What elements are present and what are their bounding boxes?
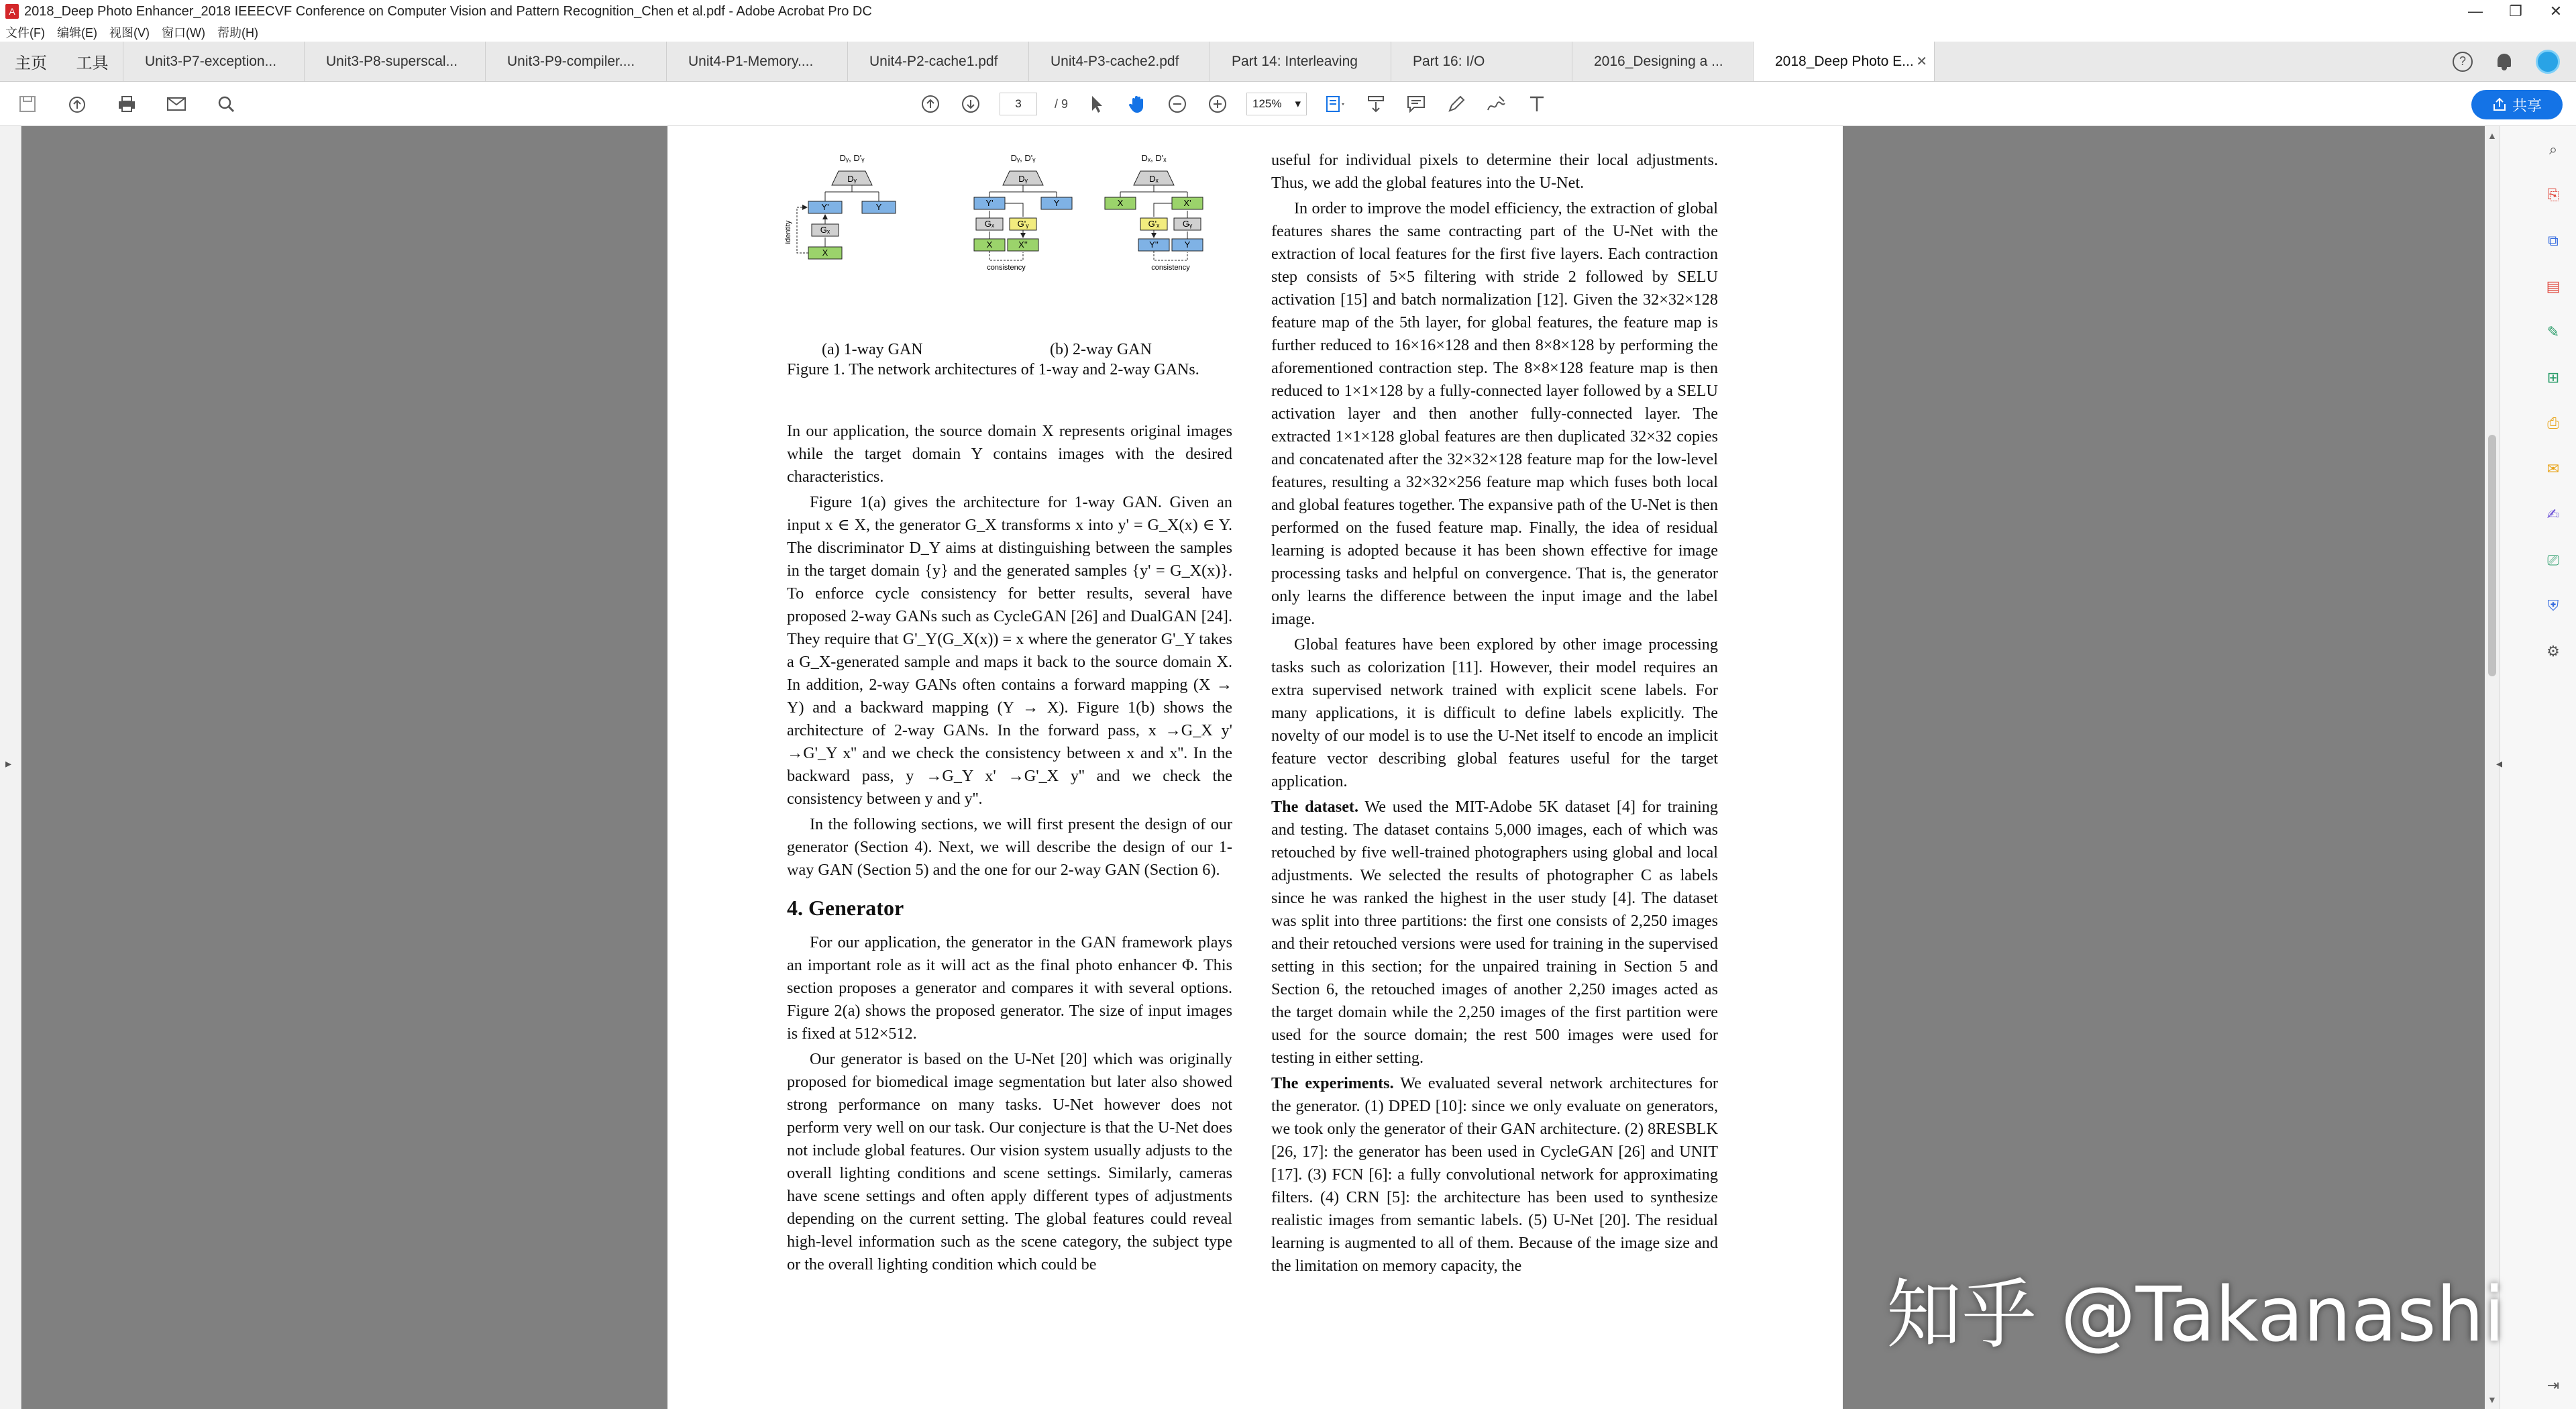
- menu-file[interactable]: 文件(F): [5, 26, 45, 40]
- print-production-icon[interactable]: ⎚: [2547, 552, 2559, 568]
- text-tool-icon[interactable]: [1525, 93, 1548, 115]
- fig-a-identity-label: identity: [784, 220, 792, 244]
- fig-b2-label: Gᵧ: [1182, 219, 1193, 229]
- sign-icon[interactable]: [1485, 93, 1508, 115]
- menu-window[interactable]: 窗口(W): [161, 26, 205, 40]
- scroll-mode-icon[interactable]: [1364, 93, 1387, 115]
- paragraph: Global features have been explored by other image processing tasks such as colorization [11]. However, their model requires an extra supervised network trained with explicit scene labels. For many applications, it is difficult to define labels explicitly. The novelty of our model is to use the U-Net itself to encode an implicit feature vector describing global features useful for the target application.: [1271, 635, 1718, 790]
- expand-left-panel-icon[interactable]: ▸: [5, 757, 12, 770]
- acrobat-icon: A: [5, 4, 19, 19]
- upload-cloud-icon[interactable]: [66, 93, 89, 115]
- figure-1-network-diagram: [778, 153, 1234, 321]
- fig-b2-label: Y: [1184, 240, 1191, 250]
- export-pdf-icon[interactable]: ⎘: [2547, 187, 2559, 203]
- menu-help[interactable]: 帮助(H): [217, 26, 258, 40]
- save-icon[interactable]: [16, 93, 39, 115]
- tab-tools[interactable]: 工具: [62, 42, 123, 81]
- doc-tab-label: Unit3-P8-superscal...: [326, 53, 458, 69]
- fig-b1-disc-label: Dᵧ: [1018, 174, 1028, 184]
- zoom-search-icon[interactable]: ⌕: [2548, 141, 2558, 158]
- fig-b2-label: X: [1117, 198, 1124, 208]
- chevron-down-icon: ▾: [1295, 97, 1301, 110]
- doc-tab[interactable]: [123, 42, 305, 81]
- figure-1a-caption: (a) 1-way GAN: [822, 341, 923, 358]
- highlight-pen-icon[interactable]: [1445, 93, 1468, 115]
- left-column: [787, 420, 1232, 1279]
- window-title: 2018_Deep Photo Enhancer_2018 IEEECVF Conference on Computer Vision and Pattern Recognition_Chen et al.pdf - Adobe Acrobat Pro DC: [24, 3, 872, 19]
- scroll-down-icon[interactable]: ▼: [2487, 1394, 2497, 1405]
- share-icon: [2492, 97, 2507, 112]
- minimize-button[interactable]: —: [2468, 3, 2483, 19]
- paragraph: For our application, the generator in the GAN framework plays an important role as it will act as the final photo enhancer Φ. This section proposes a generator and compares it with several options. Figure 2(a) shows the proposed generator. The size of input images is fixed at 512×512.: [787, 933, 1232, 1043]
- fig-b1-label: X: [986, 240, 993, 250]
- fig-b1-label: Gₓ: [984, 219, 995, 229]
- fig-b1-label: G'ᵧ: [1017, 219, 1029, 229]
- menu-edit[interactable]: 编辑(E): [56, 26, 97, 40]
- doc-tab-active[interactable]: [1754, 42, 1935, 81]
- fig-a-disc-title: Dᵧ, D'ᵧ: [839, 153, 865, 163]
- page-down-icon[interactable]: [959, 93, 982, 115]
- combine-files-icon[interactable]: ⊞: [2546, 369, 2560, 386]
- notification-bell-icon[interactable]: [2496, 52, 2513, 71]
- fig-b1-label: Y: [1053, 198, 1060, 208]
- fig-b1-consistency-label: consistency: [987, 264, 1026, 272]
- edit-pdf-icon[interactable]: ✎: [2546, 323, 2560, 340]
- fig-b2-disc-label: Dₓ: [1149, 174, 1159, 184]
- paragraph: [1271, 1072, 1718, 1277]
- doc-tab[interactable]: [1029, 42, 1210, 81]
- doc-tab-label: Unit3-P7-exception...: [145, 53, 277, 69]
- figure-1-caption: Figure 1. The network architectures of 1-way and 2-way GANs.: [787, 361, 1199, 378]
- fig-b2-consistency-label: consistency: [1151, 264, 1190, 272]
- doc-tab-label: Part 14: Interleaving: [1232, 53, 1358, 69]
- zoom-level-value: 125%: [1252, 97, 1282, 110]
- paragraph: In our application, the source domain X represents original images while the target domain Y contains images with the desired characteristics.: [787, 422, 1232, 486]
- doc-tab-label: Unit4-P1-Memory....: [688, 53, 814, 69]
- doc-tab[interactable]: [667, 42, 848, 81]
- paragraph-text: We evaluated several network architectures for the generator. (1) DPED [10]: since we only evaluate on generators, we took only the generator of their GAN architecture. (2) 8RESBLK [26, 17]: the generator has been used in CycleGAN [26] and UNIT [17]. (3) FCN [6]: a fully convolutional network for approximating filters. (4) CRN [5]: the architecture has been used to synthesize realistic images from semantic labels. (5) U-Net [20]. The residual learning is augmented to all of them. Because of the image size and the limitation on memory capacity, the: [1271, 1074, 1718, 1275]
- share-button[interactable]: [2471, 90, 2563, 119]
- doc-tab-label: 2018_Deep Photo E...: [1775, 53, 1914, 69]
- fig-a-y-label: Y: [875, 202, 882, 212]
- send-review-icon[interactable]: ⎙: [2547, 415, 2559, 431]
- comment-icon[interactable]: [1405, 93, 1428, 115]
- doc-tab[interactable]: [1210, 42, 1391, 81]
- toolbar: [0, 82, 2576, 126]
- fig-b1-label: X'': [1018, 240, 1028, 250]
- doc-tab-label: Unit3-P9-compiler....: [507, 53, 635, 69]
- doc-tab[interactable]: [1572, 42, 1754, 81]
- protect-icon[interactable]: ⛨: [2547, 597, 2559, 614]
- page-total: / 9: [1055, 97, 1069, 111]
- paragraph: In the following sections, we will first present the design of our generator (Section 4). Next, we will describe the design of our 1-way GAN (Section 5) and the one for our 2-way GAN (Section 6).: [787, 815, 1232, 879]
- share-label: 共享: [2512, 97, 2542, 114]
- fig-a-gen-label: Gₓ: [820, 225, 830, 235]
- doc-tab-label: Unit4-P3-cache2.pdf: [1051, 53, 1179, 69]
- maximize-button[interactable]: ❐: [2509, 3, 2522, 19]
- fig-b2-label: X': [1183, 198, 1191, 208]
- paragraph: Our generator is based on the U-Net [20] which was originally proposed for biomedical image segmentation but later also showed strong performance on many tasks. U-Net however does not perform very well on our task. Our conjecture is that the U-Net does not include global features. Our vision system usually adjusts to the overall lighting conditions and scene settings. Similarly, cameras have scene settings and often apply different types of adjustments depending on the current setting. The global features could reveal high-level information such as the scene category, the subject type or the overall lighting condition which could be: [787, 1050, 1232, 1273]
- close-window-button[interactable]: ✕: [2549, 3, 2563, 19]
- fit-page-icon[interactable]: [1324, 93, 1347, 115]
- fig-b2-label: G'ₓ: [1148, 219, 1160, 229]
- page-number-input[interactable]: 3: [1000, 93, 1037, 115]
- zoom-in-icon[interactable]: [1206, 93, 1229, 115]
- paragraph-text: We used the MIT-Adobe 5K dataset [4] for training and testing. The dataset contains 5,000 images, each of which was retouched by five well-trained photographers using global and local adjustments. We selected the results of photographer C as labels since he was ranked the highest in the user study [4]. The dataset was split into three partitions: the first one consists of 2,250 images and their retouched versions were used for training in the supervised setting in this section; for the unpaired training in Section 5 and Section 6, the retouched images of another 2,250 images acted as the target domain while the 2,250 images of the first partition were used for the source domain; the rest 500 images were used for testing in either setting.: [1271, 798, 1718, 1067]
- avatar[interactable]: [2536, 50, 2560, 74]
- doc-tab[interactable]: [305, 42, 486, 81]
- run-in-heading: The experiments.: [1271, 1074, 1394, 1092]
- collapse-right-panel-icon[interactable]: ⇥: [2546, 1377, 2560, 1394]
- doc-tab[interactable]: [1391, 42, 1572, 81]
- fill-sign-icon[interactable]: ✍: [2546, 506, 2560, 523]
- left-navigation-rail: [0, 126, 21, 1409]
- select-cursor-icon[interactable]: [1085, 93, 1108, 115]
- watermark: 知乎 @Takanashi: [1886, 1271, 2505, 1359]
- doc-tab[interactable]: [848, 42, 1029, 81]
- fig-a-x-label: X: [822, 248, 828, 258]
- paragraph: Figure 1(a) gives the architecture for 1-way GAN. Given an input x ∈ X, the generator G_X transforms x into y' = G_X(x) ∈ Y. The discriminator D_Y aims at distinguishing between the samples in the target domain {y} and the generated samples {y' = G_X(x)}. To enforce cycle consistency for better results, several have proposed 2-way GANs such as CycleGAN [26] and DualGAN [24]. They require that G'_Y(G_X(x)) = x where the generator G'_Y takes a G_X-generated sample and maps it back to the source domain X. In addition, 2-way GANs often contains a forward mapping (X → Y) and a backward mapping (Y → X). Figure 1(b) shows the architecture of 2-way GANs. In the forward pass, x →G_X y' →G'_Y x'' and we check the consistency between x and x''. In the backward pass, y →G_Y x' →G'_X y'' and we check the consistency between y and y''.: [787, 493, 1232, 808]
- run-in-heading: The dataset.: [1271, 798, 1359, 816]
- menu-view[interactable]: 视图(V): [109, 26, 150, 40]
- comment-panel-icon[interactable]: ✉: [2546, 460, 2560, 477]
- figure-1b-caption: (b) 2-way GAN: [1050, 341, 1152, 358]
- scrollbar-thumb[interactable]: [2488, 435, 2496, 676]
- paragraph: In order to improve the model efficiency, the extraction of global features shares the same contracting part of the U-Net with the extraction of local features for the first five layers. Each contraction step consists of 5×5 filtering with stride 2 followed by SELU activation [15] and batch normalization [12]. Given the 32×32×128 feature map of the 5th layer, for global features, the feature map is further reduced to 16×16×128 and then 8×8×128 by performing the aforementioned contraction step. The 8×8×128 feature map is then reduced to 1×1×128 by a fully-connected layer followed by a SELU activation layer and then another fully-connected layer. The extracted 1×1×128 global features are then duplicated 32×32 copies and concatenated after the 32×32×128 feature map for the low-level features, resulting a 32×32×256 feature map which fuses both local and global features together. The expansive path of the U-Net is then performed on the fused feature map. Finally, the idea of residual learning is adopted because it has been shown effective for image processing tasks and helpful on convergence. That is, the generator only learns the difference between the input image and the label image.: [1271, 199, 1718, 628]
- doc-tab-label: Unit4-P2-cache1.pdf: [869, 53, 998, 69]
- help-icon[interactable]: ?: [2453, 52, 2473, 72]
- fig-b2-label: Y'': [1149, 240, 1159, 250]
- print-icon[interactable]: [115, 93, 138, 115]
- more-tools-icon[interactable]: ⚙: [2546, 643, 2560, 660]
- fig-a-disc-label: Dᵧ: [847, 174, 857, 184]
- search-icon[interactable]: [215, 93, 237, 115]
- tab-home[interactable]: 主页: [15, 54, 47, 72]
- fig-b2-disc-title: Dₓ, D'ₓ: [1141, 153, 1167, 163]
- zoom-level-select[interactable]: [1246, 93, 1307, 115]
- right-column: [1271, 149, 1718, 1280]
- close-tab-icon[interactable]: ✕: [1916, 54, 1927, 69]
- organize-pages-icon[interactable]: ▤: [2546, 278, 2561, 295]
- fig-a-yprime-label: Y': [821, 202, 829, 212]
- collapse-panel-icon[interactable]: ◂: [2496, 757, 2503, 770]
- doc-tab-label: Part 16: I/O: [1413, 53, 1485, 69]
- paragraph: useful for individual pixels to determine their local adjustments. Thus, we add the global features into the U-Net.: [1271, 151, 1718, 192]
- right-tools-panel: [2496, 126, 2576, 1409]
- page-up-icon[interactable]: [919, 93, 942, 115]
- fig-b1-disc-title: Dᵧ, D'ᵧ: [1010, 153, 1036, 163]
- email-icon[interactable]: [165, 93, 188, 115]
- create-pdf-icon[interactable]: ⧉: [2548, 232, 2559, 249]
- pdf-page: [667, 126, 1843, 1409]
- menu-bar: [0, 23, 2576, 42]
- fig-b1-label: Y': [985, 198, 994, 208]
- doc-tab[interactable]: [486, 42, 667, 81]
- tab-bar: [0, 42, 2576, 82]
- scroll-up-icon[interactable]: ▲: [2487, 130, 2497, 141]
- hand-tool-icon[interactable]: [1126, 93, 1148, 115]
- doc-tab-label: 2016_Designing a ...: [1594, 53, 1723, 69]
- paragraph: [1271, 796, 1718, 1069]
- section-heading: 4. Generator: [787, 896, 904, 920]
- title-bar: [0, 0, 2576, 23]
- zoom-out-icon[interactable]: [1166, 93, 1189, 115]
